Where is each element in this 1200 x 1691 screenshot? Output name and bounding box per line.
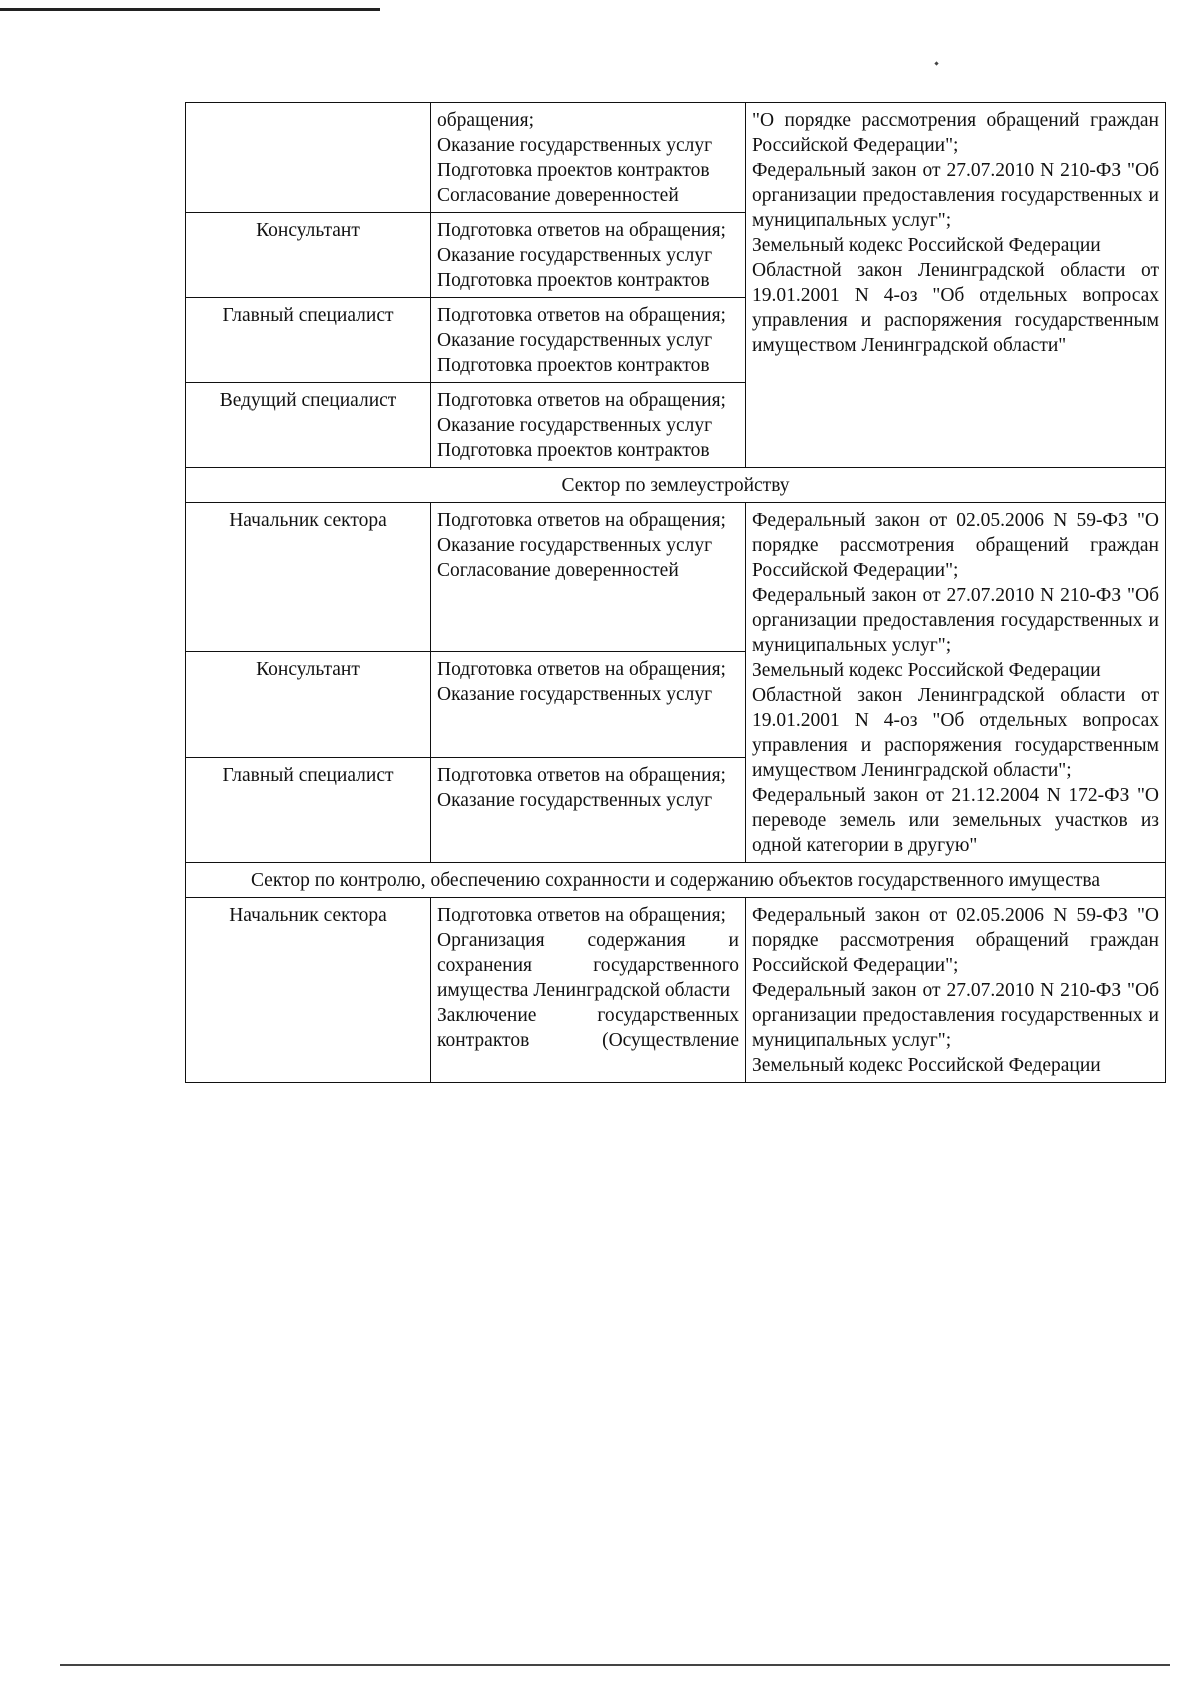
law-item: Федеральный закон от 21.12.2004 N 172-ФЗ "О переводе земель или земельных участков из одной категории в другую" [752, 785, 1159, 856]
table-row [186, 103, 1166, 213]
duty-item: Подготовка проектов контрактов [437, 355, 710, 376]
duty-item: Оказание государственных услуг [437, 535, 713, 556]
duty-item: Оказание государственных услуг [437, 684, 713, 706]
duties-cell [431, 757, 746, 862]
duty-item: обращения; [437, 110, 535, 131]
law-item: Федеральный закон от 27.07.2010 N 210-ФЗ "Об организации предоставления государственных и муниципальных услуг"; [752, 585, 1159, 656]
scan-speck [934, 61, 938, 65]
position-cell: Консультант [186, 213, 431, 298]
duties-cell [431, 298, 746, 383]
duties-cell [431, 898, 746, 1083]
staff-duties-table [185, 102, 1166, 1083]
duty-item: Подготовка ответов на обращения; [437, 305, 726, 326]
duty-item: Оказание государственных услуг [437, 789, 713, 811]
position-cell: Главный специалист [186, 298, 431, 383]
law-item: Федеральный закон от 02.05.2006 N 59-ФЗ "О порядке рассмотрения обращений граждан Российской Федерации"; [752, 510, 1159, 581]
duty-item: Заключение государственных контрактов (Осуществление [437, 1005, 739, 1051]
law-item: Земельный кодекс Российской Федерации [752, 1055, 1101, 1076]
law-item: "О порядке рассмотрения обращений граждан Российской Федерации"; [752, 110, 1159, 156]
duty-item: Организация содержания и сохранения государственного имущества Ленинградской области [437, 930, 739, 1001]
legal-basis-cell [746, 503, 1166, 863]
duties-cell [431, 103, 746, 213]
law-item: Земельный кодекс Российской Федерации [752, 235, 1101, 256]
section-header-row [186, 468, 1166, 503]
duty-item: Подготовка ответов на обращения; [437, 905, 726, 926]
law-item: Федеральный закон от 27.07.2010 N 210-ФЗ "Об организации предоставления государственных и муниципальных услуг"; [752, 160, 1159, 231]
duty-item: Подготовка проектов контрактов [437, 440, 710, 461]
legal-basis-cell [746, 103, 1166, 468]
table-row [186, 503, 1166, 652]
table-row [186, 898, 1166, 1083]
position-cell: Ведущий специалист [186, 383, 431, 468]
law-item: Областной закон Ленинградской области от 19.01.2001 N 4-оз "Об отдельных вопросах управления и распоряжения государственным имуществом Ленинградской области" [752, 260, 1159, 356]
position-cell: Консультант [186, 652, 431, 757]
duty-item: Оказание государственных услуг [437, 135, 713, 156]
scan-edge-top [0, 8, 380, 11]
duty-item: Подготовка ответов на обращения; [437, 390, 726, 411]
law-item: Земельный кодекс Российской Федерации [752, 660, 1101, 681]
section-header-row [186, 863, 1166, 898]
position-cell: Главный специалист [186, 757, 431, 862]
duties-cell [431, 213, 746, 298]
section-title: Сектор по контролю, обеспечению сохранности и содержанию объектов государственного имущества [186, 863, 1166, 898]
duty-item: Подготовка проектов контрактов [437, 160, 710, 181]
duties-cell [431, 383, 746, 468]
section-title: Сектор по землеустройству [186, 468, 1166, 503]
duty-item: Подготовка ответов на обращения; [437, 764, 726, 786]
scan-edge-bottom [60, 1664, 1170, 1666]
duties-cell [431, 652, 746, 757]
duty-item: Подготовка проектов контрактов [437, 270, 710, 291]
position-cell: Начальник сектора [186, 503, 431, 652]
position-cell [186, 103, 431, 213]
law-item: Федеральный закон от 02.05.2006 N 59-ФЗ "О порядке рассмотрения обращений граждан Российской Федерации"; [752, 905, 1159, 976]
duty-item: Оказание государственных услуг [437, 245, 713, 266]
duty-item: Согласование доверенностей [437, 560, 679, 581]
position-cell: Начальник сектора [186, 898, 431, 1083]
legal-basis-cell [746, 898, 1166, 1083]
duties-cell [431, 503, 746, 652]
duty-item: Подготовка ответов на обращения; [437, 510, 726, 531]
law-item: Федеральный закон от 27.07.2010 N 210-ФЗ "Об организации предоставления государственных и муниципальных услуг"; [752, 980, 1159, 1051]
law-item: Областной закон Ленинградской области от 19.01.2001 N 4-оз "Об отдельных вопросах управления и распоряжения государственным имуществом Ленинградской области"; [752, 685, 1159, 781]
duty-item: Согласование доверенностей [437, 185, 679, 206]
duty-item: Оказание государственных услуг [437, 415, 713, 436]
duty-item: Оказание государственных услуг [437, 330, 713, 351]
duty-item: Подготовка ответов на обращения; [437, 220, 726, 241]
duty-item: Подготовка ответов на обращения; [437, 659, 726, 681]
